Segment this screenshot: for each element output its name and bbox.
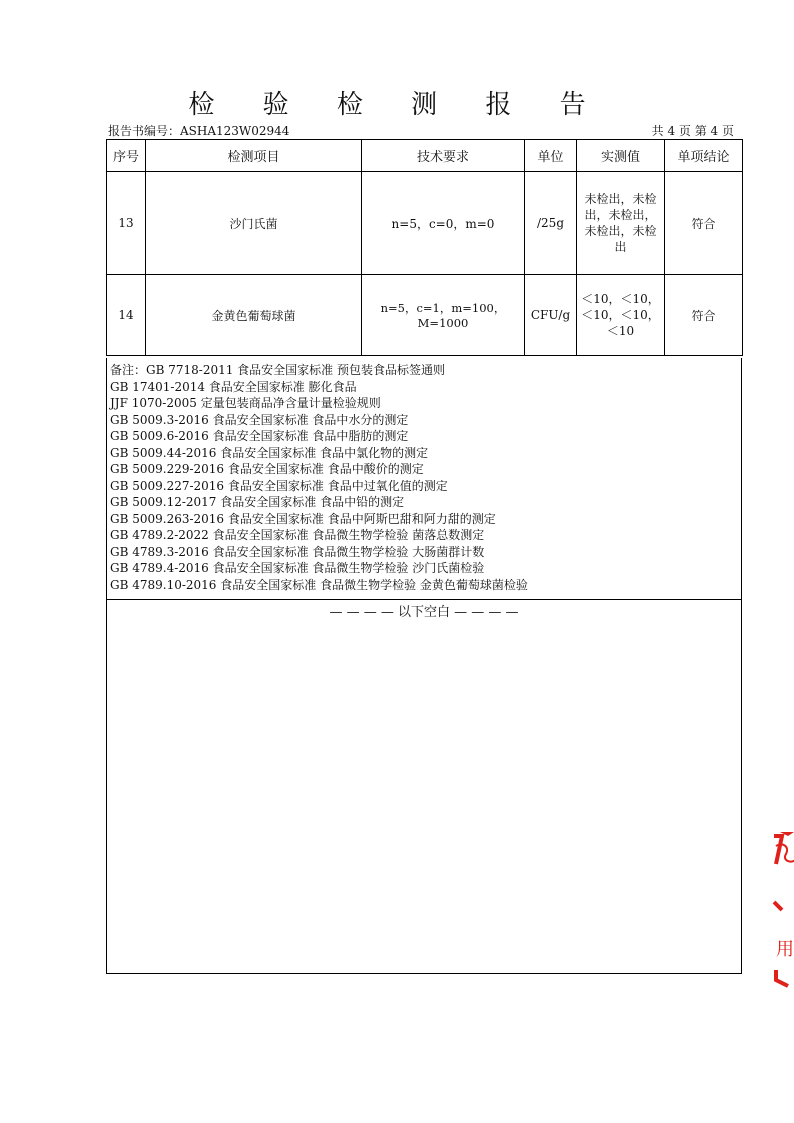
cell-requirement: n=5，c=1，m=100，M=1000 xyxy=(362,275,525,356)
cell-conclusion: 符合 xyxy=(665,275,743,356)
table-row xyxy=(107,172,743,275)
measured-line: 未检出，未检 xyxy=(584,192,657,206)
note-line: GB 5009.6-2016 食品安全国家标准 食品中脂肪的测定 xyxy=(110,429,409,443)
note-line: GB 5009.227-2016 食品安全国家标准 食品中过氧化值的测定 xyxy=(110,478,448,493)
cell-item: 金黄色葡萄球菌 xyxy=(146,275,362,356)
notes-section xyxy=(106,358,742,600)
report-number: 报告书编号：ASHA123W02944 xyxy=(108,124,290,138)
header-item: 检测项目 xyxy=(146,140,362,172)
table-header-row xyxy=(107,140,743,172)
cell-conclusion: 符合 xyxy=(665,172,743,275)
note-line: GB 5009.229-2016 食品安全国家标准 食品中酸价的测定 xyxy=(110,462,424,476)
note-line: JJF 1070-2005 定量包装商品净含量计量检验规则 xyxy=(110,396,381,410)
note-line: GB 5009.3-2016 食品安全国家标准 食品中水分的测定 xyxy=(110,412,409,427)
page-info: 共 4 页 第 4 页 xyxy=(651,124,734,138)
note-line: GB 5009.12-2017 食品安全国家标准 食品中铅的测定 xyxy=(110,495,405,509)
blank-area xyxy=(106,600,742,974)
measured-line: 出，未检出， xyxy=(584,208,657,222)
note-line: GB 5009.263-2016 食品安全国家标准 食品中阿斯巴甜和阿力甜的测定 xyxy=(110,511,496,526)
measured-line: ＜10，＜10， xyxy=(581,292,660,306)
note-line: GB 17401-2014 食品安全国家标准 膨化食品 xyxy=(110,379,357,394)
note-line: GB 4789.4-2016 食品安全国家标准 食品微生物学检验 沙门氏菌检验 xyxy=(110,561,485,575)
header-measured: 实测值 xyxy=(577,140,665,172)
report-title: 检 验 检 测 报 告 xyxy=(188,90,606,120)
svg-text:用: 用 xyxy=(776,939,794,960)
note-line: GB 5009.44-2016 食品安全国家标准 食品中氯化物的测定 xyxy=(110,445,429,460)
cell-unit: CFU/g xyxy=(525,275,577,356)
table-row xyxy=(107,275,743,356)
measured-line: 出 xyxy=(614,240,627,254)
note-line: GB 4789.3-2016 食品安全国家标准 食品微生物学检验 大肠菌群计数 xyxy=(110,544,485,559)
cell-requirement: n=5，c=0，m=0 xyxy=(362,172,525,275)
cell-no: 14 xyxy=(107,275,146,356)
note-line: 备注：GB 7718-2011 食品安全国家标准 预包装食品标签通则 xyxy=(110,363,445,377)
note-line: GB 4789.2-2022 食品安全国家标准 食品微生物学检验 菌落总数测定 xyxy=(110,528,485,542)
header-requirement: 技术要求 xyxy=(362,140,525,172)
measured-line: ＜10，＜10， xyxy=(581,308,660,322)
results-table xyxy=(106,139,743,356)
header-unit: 单位 xyxy=(525,140,577,172)
measured-line: 未检出，未检 xyxy=(584,224,657,238)
cell-item: 沙门氏菌 xyxy=(146,172,362,275)
note-line: GB 4789.10-2016 食品安全国家标准 食品微生物学检验 金黄色葡萄球菌检验 xyxy=(110,577,528,592)
cell-measured xyxy=(577,275,665,356)
header-no: 序号 xyxy=(107,140,146,172)
cell-no: 13 xyxy=(107,172,146,275)
cell-measured xyxy=(577,172,665,275)
measured-line: ＜10 xyxy=(606,324,635,338)
seal-stamp xyxy=(770,830,794,990)
header-conclusion: 单项结论 xyxy=(665,140,743,172)
blank-label: — — — — 以下空白 — — — — xyxy=(329,605,519,620)
cell-unit: /25g xyxy=(525,172,577,275)
